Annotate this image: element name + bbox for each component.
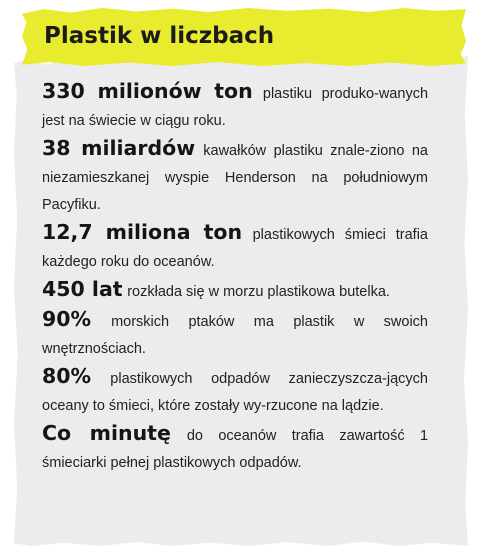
stat-text: plastikowych śmieci trafia każdego roku do oceanów. <box>42 227 428 270</box>
stat-text: rozkłada się w morzu plastikowa butelka. <box>127 284 390 300</box>
stat-text: plastikowych odpadów zanieczyszcza-jących oceany to śmieci, które zostały wy-rzucone na lądzie. <box>42 371 428 414</box>
stat-item <box>42 420 428 477</box>
stat-item <box>42 276 428 306</box>
stat-value: 38 miliardów <box>42 136 196 160</box>
stat-value: 90% <box>42 307 92 331</box>
stat-item <box>42 78 428 135</box>
stat-value: 450 lat <box>42 277 123 301</box>
stat-text: morskich ptaków ma plastik w swoich wnętrznościach. <box>42 314 429 357</box>
stat-value: 80% <box>42 364 92 388</box>
stats-list <box>42 78 428 477</box>
stat-value: 330 milionów ton <box>42 79 253 103</box>
stat-item <box>42 219 428 276</box>
stat-item <box>42 363 428 420</box>
infobox-title: Plastik w liczbach <box>44 23 275 49</box>
stat-text: do oceanów trafia zawartość 1 śmieciarki pełnej plastikowych odpadów. <box>42 428 429 471</box>
stat-value: 12,7 miliona ton <box>42 220 243 244</box>
stat-item <box>42 306 428 363</box>
stat-text: kawałków plastiku znale-ziono na niezamieszkanej wyspie Henderson na południowym Pacyfiku. <box>42 143 428 213</box>
stat-value: Co minutę <box>42 421 171 445</box>
stat-item <box>42 135 428 219</box>
stat-text: plastiku produko-wanych jest na świecie w ciągu roku. <box>42 86 429 129</box>
